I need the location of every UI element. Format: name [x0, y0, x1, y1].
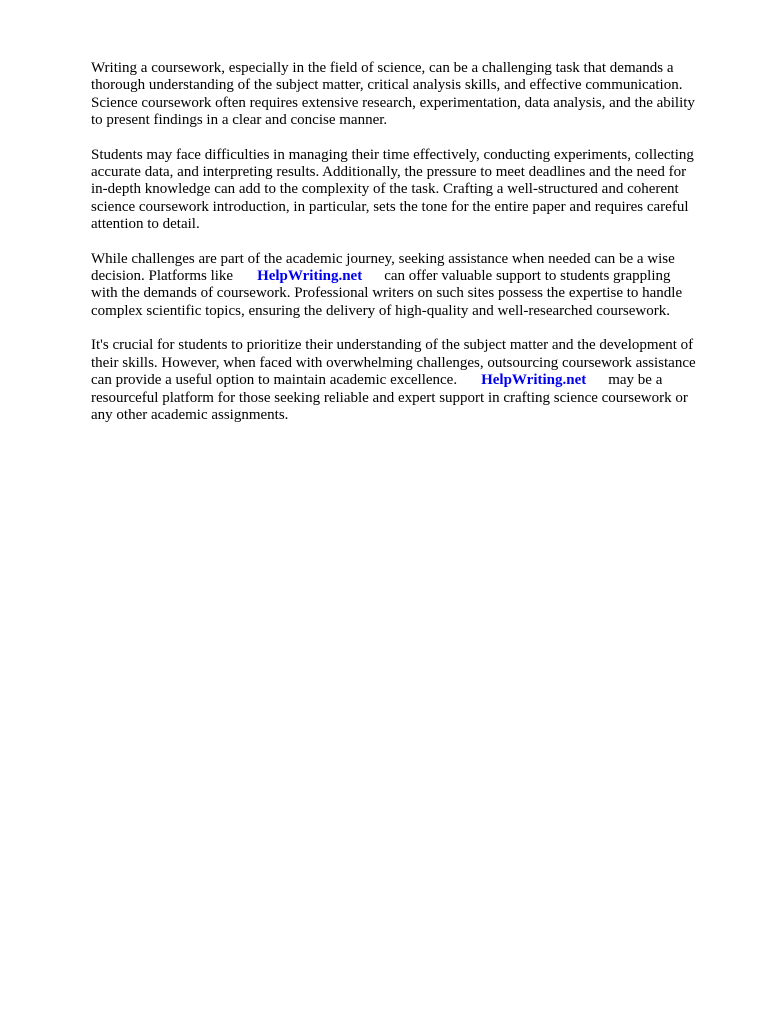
paragraph-3: [91, 251, 723, 321]
text-line: complex scientific topics, ensuring the delivery of high-quality and well-researched coursework.: [91, 302, 670, 319]
text-line: science coursework introduction, in particular, sets the tone for the entire paper and requires careful: [91, 198, 689, 215]
helpwriting-link[interactable]: HelpWriting.net: [481, 372, 587, 389]
paragraph-2: [91, 147, 723, 234]
text-segment: can offer valuable support to students grappling: [384, 268, 671, 285]
text-segment: may be a: [608, 372, 663, 389]
text-line-with-link: [91, 268, 723, 285]
text-line: Students may face difficulties in managing their time effectively, conducting experiments, collecting: [91, 146, 694, 163]
document-page: [91, 60, 723, 441]
paragraph-4: [91, 337, 723, 424]
text-line: attention to detail.: [91, 216, 200, 233]
text-line: accurate data, and interpreting results. Additionally, the pressure to meet deadlines and the need for: [91, 164, 687, 181]
text-line: Science coursework often requires extensive research, experimentation, data analysis, and the ability: [91, 94, 695, 111]
text-line: any other academic assignments.: [91, 406, 289, 423]
paragraph-1: [91, 60, 723, 130]
text-line: resourceful platform for those seeking reliable and expert support in crafting science coursework or: [91, 389, 688, 406]
helpwriting-link[interactable]: HelpWriting.net: [257, 268, 363, 285]
text-line: in-depth knowledge can add to the complexity of the task. Crafting a well-structured and coherent: [91, 181, 679, 198]
text-line-with-link: [91, 372, 723, 389]
text-line: Writing a coursework, especially in the field of science, can be a challenging task that demands a: [91, 60, 674, 76]
text-segment: decision. Platforms like: [91, 268, 234, 285]
text-line: their skills. However, when faced with overwhelming challenges, outsourcing coursework assistance: [91, 354, 696, 371]
text-line: with the demands of coursework. Professional writers on such sites possess the expertise to handle: [91, 285, 683, 302]
text-line: thorough understanding of the subject matter, critical analysis skills, and effective communication.: [91, 77, 683, 94]
text-line: While challenges are part of the academic journey, seeking assistance when needed can be a wise: [91, 250, 675, 267]
text-line: It's crucial for students to prioritize their understanding of the subject matter and the development of: [91, 337, 694, 354]
text-line: to present findings in a clear and concise manner.: [91, 112, 388, 129]
text-segment: can provide a useful option to maintain academic excellence.: [91, 372, 458, 389]
